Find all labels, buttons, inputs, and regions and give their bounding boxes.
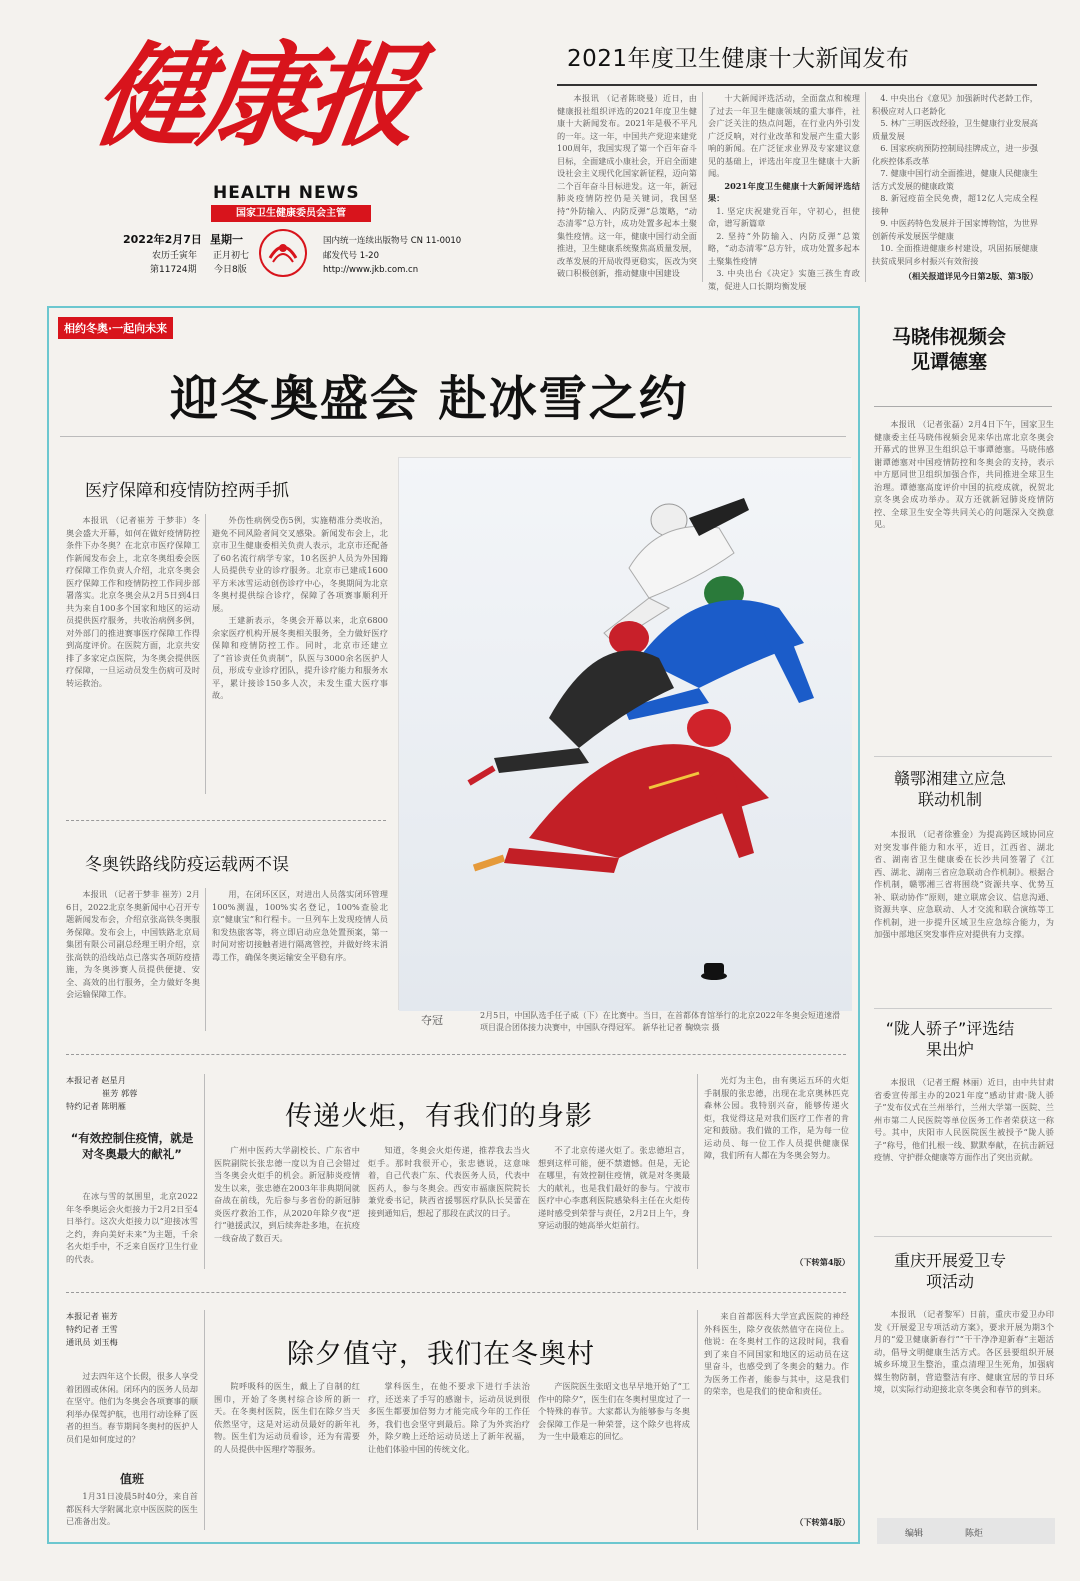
- top-story-col2: 十大新闻评选活动，全面盘点和梳理了过去一年卫生健康领域的重大事件，社会广泛关注的热点问题，在行业内外引发广泛反响，对行业改革和发展产生重大影响的新闻。在广泛征求业界及专家建议意见的基础上，评选出年度卫生健康十大新闻。 2021年度卫生健康十大新闻评选结果： 1. 坚定庆祝建党百年，守初心，担使命，谱写新篇章 2. 坚持“外防输入、内防反弹”总策略，“动态清零”总方针，成功处置多起本土聚集性疫情 3. 中央出台《决定》实施三孩生育政策，促进人口长期均衡发展: [708, 93, 860, 291]
- article1-col1: 本报讯 （记者崔芳 于梦非）冬奥会盛大开幕，如何在做好疫情防控条件下办冬奥？在北京市医疗保障工作新闻发布会上，北京冬奥组委会医疗保障工作负责人介绍，北京冬奥会医疗保障工作和疫情防控工作同步部署落实。北京冬奥会从2月5日到4日共为来自100多个国家和地区的运动员提供医疗服务，共收治病例多例，对外部门的推进赛事医疗保障工作得到高度评价。在医院方面，北京共安排了多家定点医院，为冬奥会提供医疗保障，一旦运动员发生伤病可及时转运救治。: [66, 515, 200, 688]
- article3-intro: 在冰与雪的氛围里，北京2022年冬季奥运会火炬接力于2月2日至4日举行。这次火炬接力以“迎接冰雪之约，奔向美好未来”为主题，千余名火炬手中，不乏来自医疗卫生行业的代表。: [66, 1191, 198, 1264]
- issue-date: 2022年2月7日: [123, 233, 202, 246]
- speed-skating-photo: [398, 457, 851, 1010]
- section-tag: 相约冬奥·一起向未来: [58, 317, 173, 339]
- top-story-headline: 2021年度卫生健康十大新闻发布: [567, 46, 910, 72]
- proofreader-name: 陈炬: [965, 1529, 984, 1539]
- article4-bylines: 本报记者 崔芳 特约记者 王雪 通讯员 刘玉梅: [66, 1311, 118, 1347]
- top-story-item: 2. 坚持“外防输入、内防反弹”总策略，“动态清零”总方针，成功处置多起本土聚集性疫情: [708, 230, 860, 266]
- article4-col0: 1月31日凌晨5时40分，来自首都医科大学附属北京中医医院的医生已准备出发。: [66, 1491, 198, 1526]
- editor-label: 编辑: [905, 1529, 924, 1539]
- article4-headline: 除夕值守，我们在冬奥村: [287, 1339, 595, 1370]
- cn-number: 国内统一连续出版物号 CN 11-0010: [323, 236, 462, 246]
- article4-col4: 来自首都医科大学宣武医院的神经外科医生，除夕夜依然值守在岗位上。他说：在冬奥村工作的这段时间，我看到了来自不同国家和地区的运动员在这里奋斗，也感受到了冬奥会的魅力。作为医务工作者，能参与其中，这是我们的荣幸，也是我们的使命和责任。: [704, 1311, 849, 1396]
- main-headline: 迎冬奥盛会 赴冰雪之约: [170, 371, 689, 427]
- website-link[interactable]: http://www.jkb.com.cn: [323, 265, 419, 275]
- article3-continued[interactable]: （下转第4版）: [795, 1257, 850, 1267]
- article4-col2: 掌科医生，在他不要求下进行手法治疗，还送来了手写的感谢卡，运动员说到很多医生都要加倍努力才能完成今年的工作任务，我们也会坚守到最后。除了为外宾治疗外，除夕晚上还给运动员送上了新年祝福，让他们体验中国的传统文化。: [368, 1381, 530, 1454]
- page-count: 今日8版: [214, 265, 247, 275]
- article4-subhead: 值班: [120, 1472, 145, 1486]
- top-story-list-title: 2021年度卫生健康十大新闻评选结果：: [708, 180, 860, 203]
- lunar-year: 农历壬寅年: [152, 251, 198, 261]
- english-name: HEALTH NEWS: [213, 183, 360, 203]
- article2-col1: 本报讯 （记者于梦非 崔芳）2月6日，2022北京冬奥新闻中心召开专题新闻发布会，介绍京张高铁冬奥服务保障。发布会上，中国铁路北京局集团有限公司副总经理王明介绍，京张高铁的沿线站点已落实各项防疫措施，为冬奥涉赛人员提供便捷、安全、高效的出行服务，全力做好冬奥会运输保障工作。: [66, 889, 200, 999]
- article3-quote: “有效控制住疫情，就是对冬奥最大的献礼”: [70, 1131, 194, 1161]
- sidebar-story2-body: 本报讯 （记者徐雅金）为提高跨区域协同应对突发事件能力和水平，近日，江西省、湖北省、湖南省卫生健康委在长沙共同签署了《江西、湖北、湖南三省应急联动合作机制》。根据合作机制，赣鄂湘三省将围绕“资源共享、优势互补、联动协作”原则，建立联席会议、信息沟通、资源共享、应急联动、人才交流和联合演练等工作机制，进一步提升区域卫生应急综合能力，为加强中部地区突发事件应对提供有力支撑。: [874, 829, 1054, 939]
- photo-credit: 新华社记者 鞠焕宗 摄: [642, 1023, 720, 1032]
- top-story-item: 10. 全面推进健康乡村建设，巩固拓展健康扶贫成果同乡村振兴有效衔接: [872, 243, 1038, 266]
- article3-col2: 知道，冬奥会火炬传递，推荐我去当火炬手。那时我很开心，张忠德说，这意味着，自己代表广东、代表医务人员，代表中医药人，参与冬奥会。西安市福康医院院长兼党委书记，陕西省援鄂医疗队队长吴蕾在接到通知后，想起了那段在武汉的日子。: [368, 1145, 530, 1218]
- see-more-link[interactable]: （相关报道详见今日第2版、第3版）: [903, 271, 1038, 281]
- article2-col2: 用，在闭环区区，对进出人员落实闭环管理100%测温，100%实名登记，100%查验北京“健康宝”和行程卡。一旦列车上发现疫情人员和发热旅客等，将立即启动应急处置预案，第一时间对密切接触者进行隔离管控，并做好终末消毒工作，确保冬奥运输安全平稳有序。: [212, 889, 388, 962]
- top-story-item: 5. 林广三明医改经验，卫生健康行业发展高质量发展: [872, 118, 1038, 141]
- article4-continued[interactable]: （下转第4版）: [795, 1517, 850, 1527]
- top-story-item: 9. 中医药特色发展并于国家博物馆，为世界创新传承发展医学健康: [872, 218, 1038, 241]
- article4-intro: 过去四年这个长假，很多人享受着团圆或休闲。闭环内的医务人员却在坚守。他们为冬奥会各项赛事的顺利举办保驾护航，也用行动诠释了医者的担当。春节期间冬奥村的医护人员们是如何度过的？: [66, 1371, 198, 1444]
- top-story-item: 8. 新冠疫苗全民免费，超12亿人完成全程接种: [872, 193, 1038, 216]
- top-story-item: 7. 健康中国行动全面推进，健康人民健康生活方式发展的健康政策: [872, 168, 1038, 191]
- article1-headline: 医疗保障和疫情防控两手抓: [85, 481, 289, 501]
- sponsor-bar: 国家卫生健康委员会主管: [211, 205, 371, 222]
- top-story-item: 6. 国家疾病预防控制局挂牌成立，进一步强化疾控体系改革: [872, 143, 1038, 166]
- newspaper-emblem-icon: [258, 228, 308, 278]
- article3-col1: 广州中医药大学副校长、广东省中医院副院长张忠德一度以为自己会错过当冬奥会火炬手的机会。新冠肺炎疫情发生以来，张忠德在2003年非典期间就奋战在前线，先后参与多省份的新冠肺炎医疗救治工作，从2020年除夕夜“逆行”驰援武汉，到后续奔赴多地，在抗疫一线奋战了数百天。: [214, 1145, 360, 1243]
- article4-col1: 院呼吸科的医生，戴上了自制的红围巾，开始了冬奥村综合诊所的新一天。在冬奥村医院，医生们在除夕当天依然坚守，这是对运动员最好的新年礼物。医生们为运动员看诊，还为有需要的人员提供中医理疗等服务。: [214, 1381, 360, 1454]
- sidebar-story1-headline: 马晓伟视频会见谭德塞: [891, 326, 1006, 373]
- article3-headline: 传递火炬，有我们的身影: [285, 1101, 593, 1132]
- photo-stamp: 夺冠: [421, 1014, 443, 1027]
- sidebar-story3-headline: “陇人骄子”评选结果出炉: [885, 1019, 1015, 1059]
- postal-code: 邮发代号 1-20: [323, 251, 379, 261]
- headline-rule: [557, 84, 1037, 86]
- sidebar-story4-headline: 重庆开展爱卫专项活动: [893, 1251, 1006, 1291]
- top-story-col1: 本报讯 （记者陈晓曼）近日，由健康报社组织评选的2021年度卫生健康十大新闻发布。2021年是极不平凡的一年。这一年，中国共产党迎来建党100周年，我国实现了第一个百年奋斗目标，全面建成小康社会，开启全面建设社会主义现代化国家新征程，迈向第二个百年奋斗目标进发。这一年，新冠肺炎疫情防控仍是关键词，我国坚持“外防输入、内防反弹”总策略，“动态清零”总方针，成功处置多起本土聚集性疫情。这一年，健康中国行动全面推进，卫生健康系统聚焦高质量发展，改革发展的开局收得更稳实，医改为突破口积极创新，推动健康中国建设: [557, 93, 697, 278]
- issue-weekday: 星期一: [210, 233, 243, 246]
- article4-col3: 产医院医生张昭文也早早地开始了“工作中的除夕”，医生们在冬奥村里度过了一个特殊的春节。大家都认为能够参与冬奥会保障工作是一种荣誉，这个除夕也将成为一生中最难忘的回忆。: [538, 1381, 690, 1441]
- sidebar-story4-body: 本报讯 （记者黎军）日前，重庆市爱卫办印发《开展爱卫专项活动方案》，要求开展为期3个月的“爱卫健康新春行”“干干净净迎新春”主题活动，倡导文明健康生活方式。各区县要组织开展城乡环境卫生整治，重点清理卫生死角，加强病媒生物防制，营造整洁有序、健康宜居的节日环境，以实际行动迎接北京冬奥会和春节的到来。: [874, 1309, 1054, 1394]
- article3-bylines: 本报记者 赵星月 崔芳 郭蓉 特约记者 陈明雁: [66, 1075, 138, 1111]
- sidebar-story3-body: 本报讯 （记者王醒 林丽）近日，由中共甘肃省委宣传部主办的2021年度“感动甘肃·陇人骄子”发布仪式在兰州举行，兰州大学第一医院、兰州市第二人民医院等单位医务工作者荣获这一称号。其中，庆阳市人民医院医生被授予“陇人骄子”称号，他们扎根一线、默默奉献，在抗击新冠疫情、守护群众健康等方面作出了突出贡献。: [874, 1077, 1054, 1162]
- sidebar-story1-body: 本报讯 （记者张磊）2月4日下午，国家卫生健康委主任马晓伟视频会见来华出席北京冬奥会开幕式的世界卫生组织总干事谭德塞。马晓伟感谢谭德塞对中国疫情防控和冬奥会的支持，表示中方愿同世卫组织加强合作，共同推进全球卫生治理。谭德塞高度评价中国的抗疫成就，祝贺北京冬奥会成功举办。双方还就新冠肺炎疫情防控、全球卫生安全等共同关心的问题深入交换意见。: [874, 419, 1054, 529]
- article3-col3: 不了北京传递火炬了。张忠德坦言，想到这样可能，便不禁遗憾。但是，无论在哪里，有效控制住疫情，就是对冬奥最大的献礼，也是我们最好的参与。宁波市医疗中心李惠利医院感染科主任在火炬传递时感受到荣誉与责任，2月2日上午，身穿运动服的她高举火炬前行。: [538, 1145, 690, 1230]
- article1-col2: 外伤性病例受伤5例，实施精准分类收治，避免不同风险者间交叉感染。新闻发布会上，北京市卫生健康委相关负责人表示，北京市还配备了60名流行病学专家，10名医护人员为外国籍人员提供专业的诊疗服务。北京市已建成1600平方米冰雪运动创伤诊疗中心，冬奥期间为北京冬奥村提供综合诊疗，保障了各项赛事顺利开展。 王建新表示，冬奥会开幕以来，北京6800余家医疗机构开展冬奥相关服务，全力做好医疗保障和疫情防控工作。同时，北京市还建立了“首诊责任负责制”，队医与3000余名医护人员，形成专业诊疗团队，提升诊疗能力和服务水平，累计接诊150多人次，未发生重大医疗事故。: [212, 515, 388, 700]
- lunar-date: 正月初七: [213, 251, 250, 261]
- newspaper-logo: 健康报: [85, 31, 423, 162]
- top-story-item: 3. 中央出台《决定》实施三孩生育政策，促进人口长期均衡发展: [708, 268, 860, 291]
- top-story-item: 4. 中央出台《意见》加强新时代老龄工作，积极应对人口老龄化: [872, 93, 1038, 116]
- sidebar-story2-headline: 赣鄂湘建立应急联动机制: [893, 769, 1006, 809]
- top-story-item: 1. 坚定庆祝建党百年，守初心，担使命，谱写新篇章: [708, 205, 860, 228]
- top-story-col3: [872, 92, 1038, 272]
- article3-col4: 光灯为主色，由有奥运五环的火炬手制服的张忠德，出现在北京奥林匹克森林公园。我特别兴奋，能够传递火炬，我觉得这是对我们医疗工作者的肯定和鼓励。我们做的工作，是为每一位运动员、每一位工作人员提供健康保障，我们所有人都在为冬奥会努力。: [704, 1075, 849, 1160]
- photo-caption: 2月5日，中国队选手任子威（下）在比赛中。当日，在首都体育馆举行的北京2022年冬奥会短道速滑项目混合团体接力决赛中，中国队夺得冠军。 新华社记者 鞠焕宗 摄: [480, 1011, 840, 1032]
- issue-number: 第11724期: [150, 265, 197, 275]
- article2-headline: 冬奥铁路线防疫运载两不误: [85, 855, 289, 875]
